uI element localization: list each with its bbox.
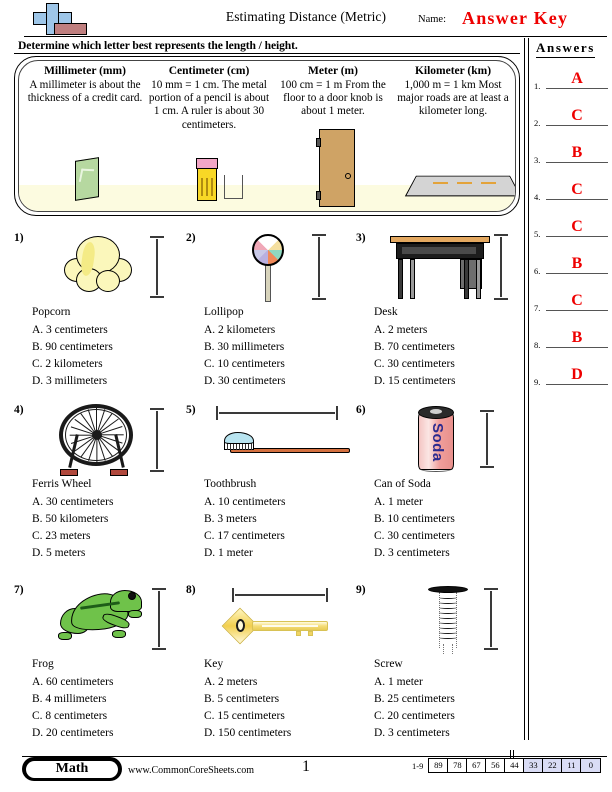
header-divider xyxy=(24,36,607,37)
desk-top xyxy=(390,236,490,243)
answer-number: 7. xyxy=(534,303,541,313)
choice-a[interactable]: A. 3 centimeters xyxy=(32,324,108,336)
pencil-line xyxy=(211,178,213,196)
ferris-base xyxy=(110,469,128,476)
answer-blank-line xyxy=(546,88,608,89)
road-dash xyxy=(457,182,472,184)
page-title: Estimating Distance (Metric) xyxy=(225,9,387,24)
problem-label: Lollipop xyxy=(204,306,244,318)
frog-foot xyxy=(128,610,142,618)
measure-cap-top xyxy=(152,588,166,590)
choice-c[interactable]: C. 30 centimeters xyxy=(374,358,455,370)
measure-stem xyxy=(158,591,160,647)
problem-choices xyxy=(204,674,291,742)
frog-icon xyxy=(50,588,156,652)
screw-thread xyxy=(439,616,457,619)
measure-cap-right xyxy=(336,406,338,420)
grading-scale xyxy=(412,758,601,773)
screw-thread xyxy=(439,596,457,599)
scale-cell: 78 xyxy=(448,759,467,772)
measure-stem xyxy=(500,237,502,297)
scale-cell: 22 xyxy=(543,759,562,772)
ferris-base xyxy=(60,469,78,476)
choice-d[interactable]: D. 3 centimeters xyxy=(374,727,450,739)
answer-row-5[interactable] xyxy=(534,220,610,237)
choice-d[interactable]: D. 3 millimeters xyxy=(32,375,108,387)
screw-thread xyxy=(439,621,457,624)
answer-row-2[interactable] xyxy=(534,109,610,126)
ferris-wheel-icon xyxy=(54,404,144,476)
problem-choices xyxy=(204,494,285,562)
choice-c[interactable]: C. 17 centimeters xyxy=(204,530,285,542)
info-column-centimeter xyxy=(147,65,271,132)
measure-stem xyxy=(219,412,335,414)
info-heading: Centimeter (cm) xyxy=(168,65,250,77)
screw-thread xyxy=(439,611,457,614)
road-surface xyxy=(405,176,516,197)
problem-illustration xyxy=(204,232,356,304)
key-shaft-groove xyxy=(262,625,318,627)
vertical-measure-bar xyxy=(480,410,494,468)
vertical-measure-bar xyxy=(152,588,166,650)
problem-illustration xyxy=(374,404,526,476)
name-value: Answer Key xyxy=(462,8,569,28)
answer-value: B xyxy=(571,144,583,161)
problem-label: Popcorn xyxy=(32,306,71,318)
measure-cap-top xyxy=(484,588,498,590)
info-body: 100 cm = 1 m From the floor to a door knob is about 1 meter. xyxy=(280,79,386,118)
screw-tip xyxy=(443,644,453,654)
scale-cells xyxy=(428,758,601,773)
door-knob xyxy=(345,173,351,179)
choice-b[interactable]: B. 10 centimeters xyxy=(374,513,455,525)
choice-b[interactable]: B. 3 meters xyxy=(204,513,257,525)
answer-blank-line xyxy=(546,384,608,385)
choice-d[interactable]: D. 150 centimeters xyxy=(204,727,292,739)
choice-b[interactable]: B. 25 centimeters xyxy=(374,693,455,705)
answer-blank-line xyxy=(546,125,608,126)
measure-cap-top xyxy=(150,408,164,410)
road-dash xyxy=(433,182,448,184)
answer-blank-line xyxy=(546,199,608,200)
measure-cap-top xyxy=(494,234,508,236)
choice-a[interactable]: A. 2 meters xyxy=(204,676,258,688)
problem-label: Screw xyxy=(374,658,403,670)
subject-badge-label: Math xyxy=(26,761,118,778)
screw-thread xyxy=(439,601,457,604)
credit-card-icon xyxy=(61,153,117,209)
info-body: 10 mm = 1 cm. The metal portion of a pencil is about 1 cm. A ruler is about 30 centimeters. xyxy=(148,79,270,131)
vertical-measure-bar xyxy=(484,588,498,650)
problem-choices xyxy=(374,322,455,390)
door-hinge xyxy=(316,138,321,147)
answer-value: B xyxy=(571,255,583,272)
soda-can-tab xyxy=(430,409,442,414)
toothbrush-icon xyxy=(216,432,352,462)
measure-stem xyxy=(486,413,488,465)
problem-number: 5) xyxy=(186,404,196,416)
measure-stem xyxy=(318,237,320,297)
answer-number: 5. xyxy=(534,229,541,239)
problem-choices xyxy=(32,494,113,562)
scale-cell: 89 xyxy=(429,759,448,772)
answer-value: C xyxy=(571,292,583,309)
soda-can-label: Soda xyxy=(429,422,446,462)
pencil-line xyxy=(201,178,203,196)
problem-label: Frog xyxy=(32,658,54,670)
measure-stem xyxy=(156,239,158,295)
choice-b[interactable]: B. 4 millimeters xyxy=(32,693,107,705)
choice-a[interactable]: A. 60 centimeters xyxy=(32,676,114,688)
vertical-measure-bar xyxy=(494,234,508,300)
scale-range-label: 1-9 xyxy=(412,760,424,771)
road-dash xyxy=(481,182,496,184)
popcorn-lobe xyxy=(96,270,120,292)
answer-blank-line xyxy=(546,310,608,311)
choice-d[interactable]: D. 20 centimeters xyxy=(32,727,114,739)
problem-number: 8) xyxy=(186,584,196,596)
choice-a[interactable]: A. 30 centimeters xyxy=(32,496,114,508)
answer-value: D xyxy=(571,366,583,383)
scale-cell: 56 xyxy=(486,759,505,772)
toothpaste-icon xyxy=(224,432,254,444)
frog-foot xyxy=(58,632,72,640)
problem-illustration xyxy=(32,404,184,476)
key-icon xyxy=(222,606,352,646)
pencil-cup-rim xyxy=(196,158,218,169)
problem-illustration xyxy=(204,584,356,656)
problem-number: 4) xyxy=(14,404,24,416)
answer-number: 3. xyxy=(534,155,541,165)
scale-cell: 0 xyxy=(581,759,600,772)
problem-label: Toothbrush xyxy=(204,478,257,490)
problem-number: 2) xyxy=(186,232,196,244)
desk-leg xyxy=(398,259,403,299)
scale-cell: 11 xyxy=(562,759,581,772)
info-column-millimeter xyxy=(23,65,147,105)
problem-illustration xyxy=(374,232,526,304)
answer-row-9[interactable] xyxy=(534,368,610,385)
popcorn-icon xyxy=(62,236,134,298)
measure-cap-bottom xyxy=(152,648,166,650)
frog-eye xyxy=(128,592,136,600)
desk-icon xyxy=(390,236,490,300)
info-heading: Meter (m) xyxy=(308,65,358,77)
measure-stem xyxy=(490,591,492,647)
problem-number: 7) xyxy=(14,584,24,596)
measure-cap-top xyxy=(480,410,494,412)
answer-blank-line xyxy=(546,347,608,348)
vertical-measure-bar xyxy=(150,408,164,472)
desk-leg xyxy=(410,259,415,299)
answer-row-3[interactable] xyxy=(534,146,610,163)
measure-cap-left xyxy=(232,588,234,602)
choice-b[interactable]: B. 50 kilometers xyxy=(32,513,109,525)
door-icon xyxy=(311,129,371,209)
answer-number: 8. xyxy=(534,340,541,350)
choice-c[interactable]: C. 30 centimeters xyxy=(374,530,455,542)
choice-d[interactable]: D. 30 centimeters xyxy=(204,375,286,387)
answer-blank-line xyxy=(546,236,608,237)
measure-cap-top xyxy=(150,236,164,238)
page-header xyxy=(0,0,612,38)
screw-icon xyxy=(426,586,470,656)
screw-head xyxy=(428,586,468,593)
answer-row-8[interactable] xyxy=(534,331,610,348)
measure-cap-bottom xyxy=(484,648,498,650)
measure-cap-right xyxy=(326,588,328,602)
measure-cap-left xyxy=(216,406,218,420)
answer-number: 9. xyxy=(534,377,541,387)
problem-choices xyxy=(374,494,455,562)
problem-choices xyxy=(32,322,113,390)
measure-cap-top xyxy=(312,234,326,236)
desk-leg xyxy=(464,259,469,299)
choice-a[interactable]: A. 1 meter xyxy=(374,676,423,688)
problem-number: 3) xyxy=(356,232,366,244)
measure-cap-bottom xyxy=(312,298,326,300)
answer-number: 6. xyxy=(534,266,541,276)
choice-b[interactable]: B. 5 centimeters xyxy=(204,693,280,705)
measure-cap-bottom xyxy=(480,466,494,468)
answer-row-7[interactable] xyxy=(534,294,610,311)
choice-a[interactable]: A. 2 kilometers xyxy=(204,324,276,336)
measure-cap-bottom xyxy=(150,296,164,298)
vertical-measure-bar xyxy=(312,234,326,300)
choice-c[interactable]: C. 8 centimeters xyxy=(32,710,108,722)
choice-a[interactable]: A. 10 centimeters xyxy=(204,496,286,508)
page-number: 1 xyxy=(302,758,310,775)
choice-a[interactable]: A. 1 meter xyxy=(374,496,423,508)
pencil-cup-icon xyxy=(181,153,261,209)
choice-c[interactable]: C. 10 centimeters xyxy=(204,358,285,370)
measure-cap-bottom xyxy=(150,470,164,472)
site-url[interactable]: www.CommonCoreSheets.com xyxy=(128,765,255,776)
info-body: A millimeter is about the thickness of a credit card. xyxy=(27,79,143,105)
directions-text: Determine which letter best represents the length / height. xyxy=(18,39,298,52)
info-column-meter xyxy=(271,65,395,119)
problem-label: Can of Soda xyxy=(374,478,431,490)
desk-apron-inset xyxy=(402,247,476,254)
soda-can-icon xyxy=(412,406,464,474)
info-body: 1,000 m = 1 km Most major roads are at least a kilometer long. xyxy=(397,79,509,118)
problem-number: 9) xyxy=(356,584,366,596)
horizontal-measure-bar xyxy=(216,406,338,420)
answer-row-1[interactable] xyxy=(534,72,610,89)
problem-illustration xyxy=(32,584,184,656)
door-panel xyxy=(319,129,355,207)
problem-label: Key xyxy=(204,658,224,670)
choice-b[interactable]: B. 70 centimeters xyxy=(374,341,455,353)
info-column-kilometer xyxy=(391,65,515,119)
measure-cap-bottom xyxy=(494,298,508,300)
answers-divider-line xyxy=(528,38,529,740)
soda-can-bottom xyxy=(420,466,452,472)
horizontal-measure-bar xyxy=(232,588,328,602)
choice-b[interactable]: B. 30 millimeters xyxy=(204,341,285,353)
problem-choices xyxy=(204,322,285,390)
answer-row-4[interactable] xyxy=(534,183,610,200)
directions-divider xyxy=(14,53,520,54)
name-label: Name: xyxy=(418,14,446,25)
door-hinge xyxy=(316,191,321,200)
lollipop-stick xyxy=(265,262,271,302)
problem-number: 1) xyxy=(14,232,24,244)
problem-label: Desk xyxy=(374,306,398,318)
desk-leg xyxy=(476,259,481,299)
answer-number: 1. xyxy=(534,81,541,91)
reference-info-box-inner xyxy=(18,60,516,212)
choice-c[interactable]: C. 20 centimeters xyxy=(374,710,455,722)
lollipop-disc xyxy=(252,234,284,266)
answer-number: 2. xyxy=(534,118,541,128)
pencil-line xyxy=(206,178,208,196)
answer-value: C xyxy=(571,181,583,198)
problem-choices xyxy=(374,674,455,742)
screw-thread xyxy=(439,631,457,634)
vertical-measure-bar xyxy=(150,236,164,298)
choice-c[interactable]: C. 23 meters xyxy=(32,530,91,542)
choice-a[interactable]: A. 2 meters xyxy=(374,324,428,336)
answer-number: 4. xyxy=(534,192,541,202)
problem-label: Ferris Wheel xyxy=(32,478,92,490)
scale-cell: 44 xyxy=(505,759,524,772)
answers-title: Answers xyxy=(536,40,595,58)
choice-b[interactable]: B. 90 centimeters xyxy=(32,341,113,353)
answers-panel xyxy=(524,38,612,748)
problem-choices xyxy=(32,674,113,742)
road-icon xyxy=(409,163,516,209)
screw-thread xyxy=(439,626,457,629)
info-heading: Kilometer (km) xyxy=(414,65,492,77)
problem-illustration xyxy=(204,404,356,476)
key-tooth xyxy=(308,631,313,636)
choice-d[interactable]: D. 3 centimeters xyxy=(374,547,450,559)
credit-card-stripe xyxy=(79,169,94,183)
screw-thread xyxy=(439,606,457,609)
problem-illustration xyxy=(32,232,184,304)
answer-value: C xyxy=(571,218,583,235)
ferris-hub xyxy=(92,430,102,440)
scale-cell: 33 xyxy=(524,759,543,772)
measure-stem xyxy=(156,411,158,469)
choice-d[interactable]: D. 15 centimeters xyxy=(374,375,456,387)
choice-d[interactable]: D. 5 meters xyxy=(32,547,86,559)
problem-illustration xyxy=(374,584,526,656)
problem-number: 6) xyxy=(356,404,366,416)
choice-c[interactable]: C. 15 centimeters xyxy=(204,710,285,722)
answer-blank-line xyxy=(546,162,608,163)
answer-row-6[interactable] xyxy=(534,257,610,274)
answer-value: B xyxy=(571,329,583,346)
key-hole xyxy=(236,619,245,632)
answer-value: C xyxy=(571,107,583,124)
frog-foot xyxy=(112,630,126,638)
lollipop-icon xyxy=(244,234,298,302)
info-heading: Millimeter (mm) xyxy=(44,65,126,77)
measure-stem xyxy=(235,594,325,596)
choice-d[interactable]: D. 1 meter xyxy=(204,547,253,559)
answer-blank-line xyxy=(546,273,608,274)
screw-thread xyxy=(439,636,457,639)
reference-info-box xyxy=(14,56,520,216)
key-tooth xyxy=(296,631,301,636)
choice-c[interactable]: C. 2 kilometers xyxy=(32,358,103,370)
measure-bracket xyxy=(224,175,243,199)
answer-value: A xyxy=(571,70,583,87)
scale-cell: 67 xyxy=(467,759,486,772)
